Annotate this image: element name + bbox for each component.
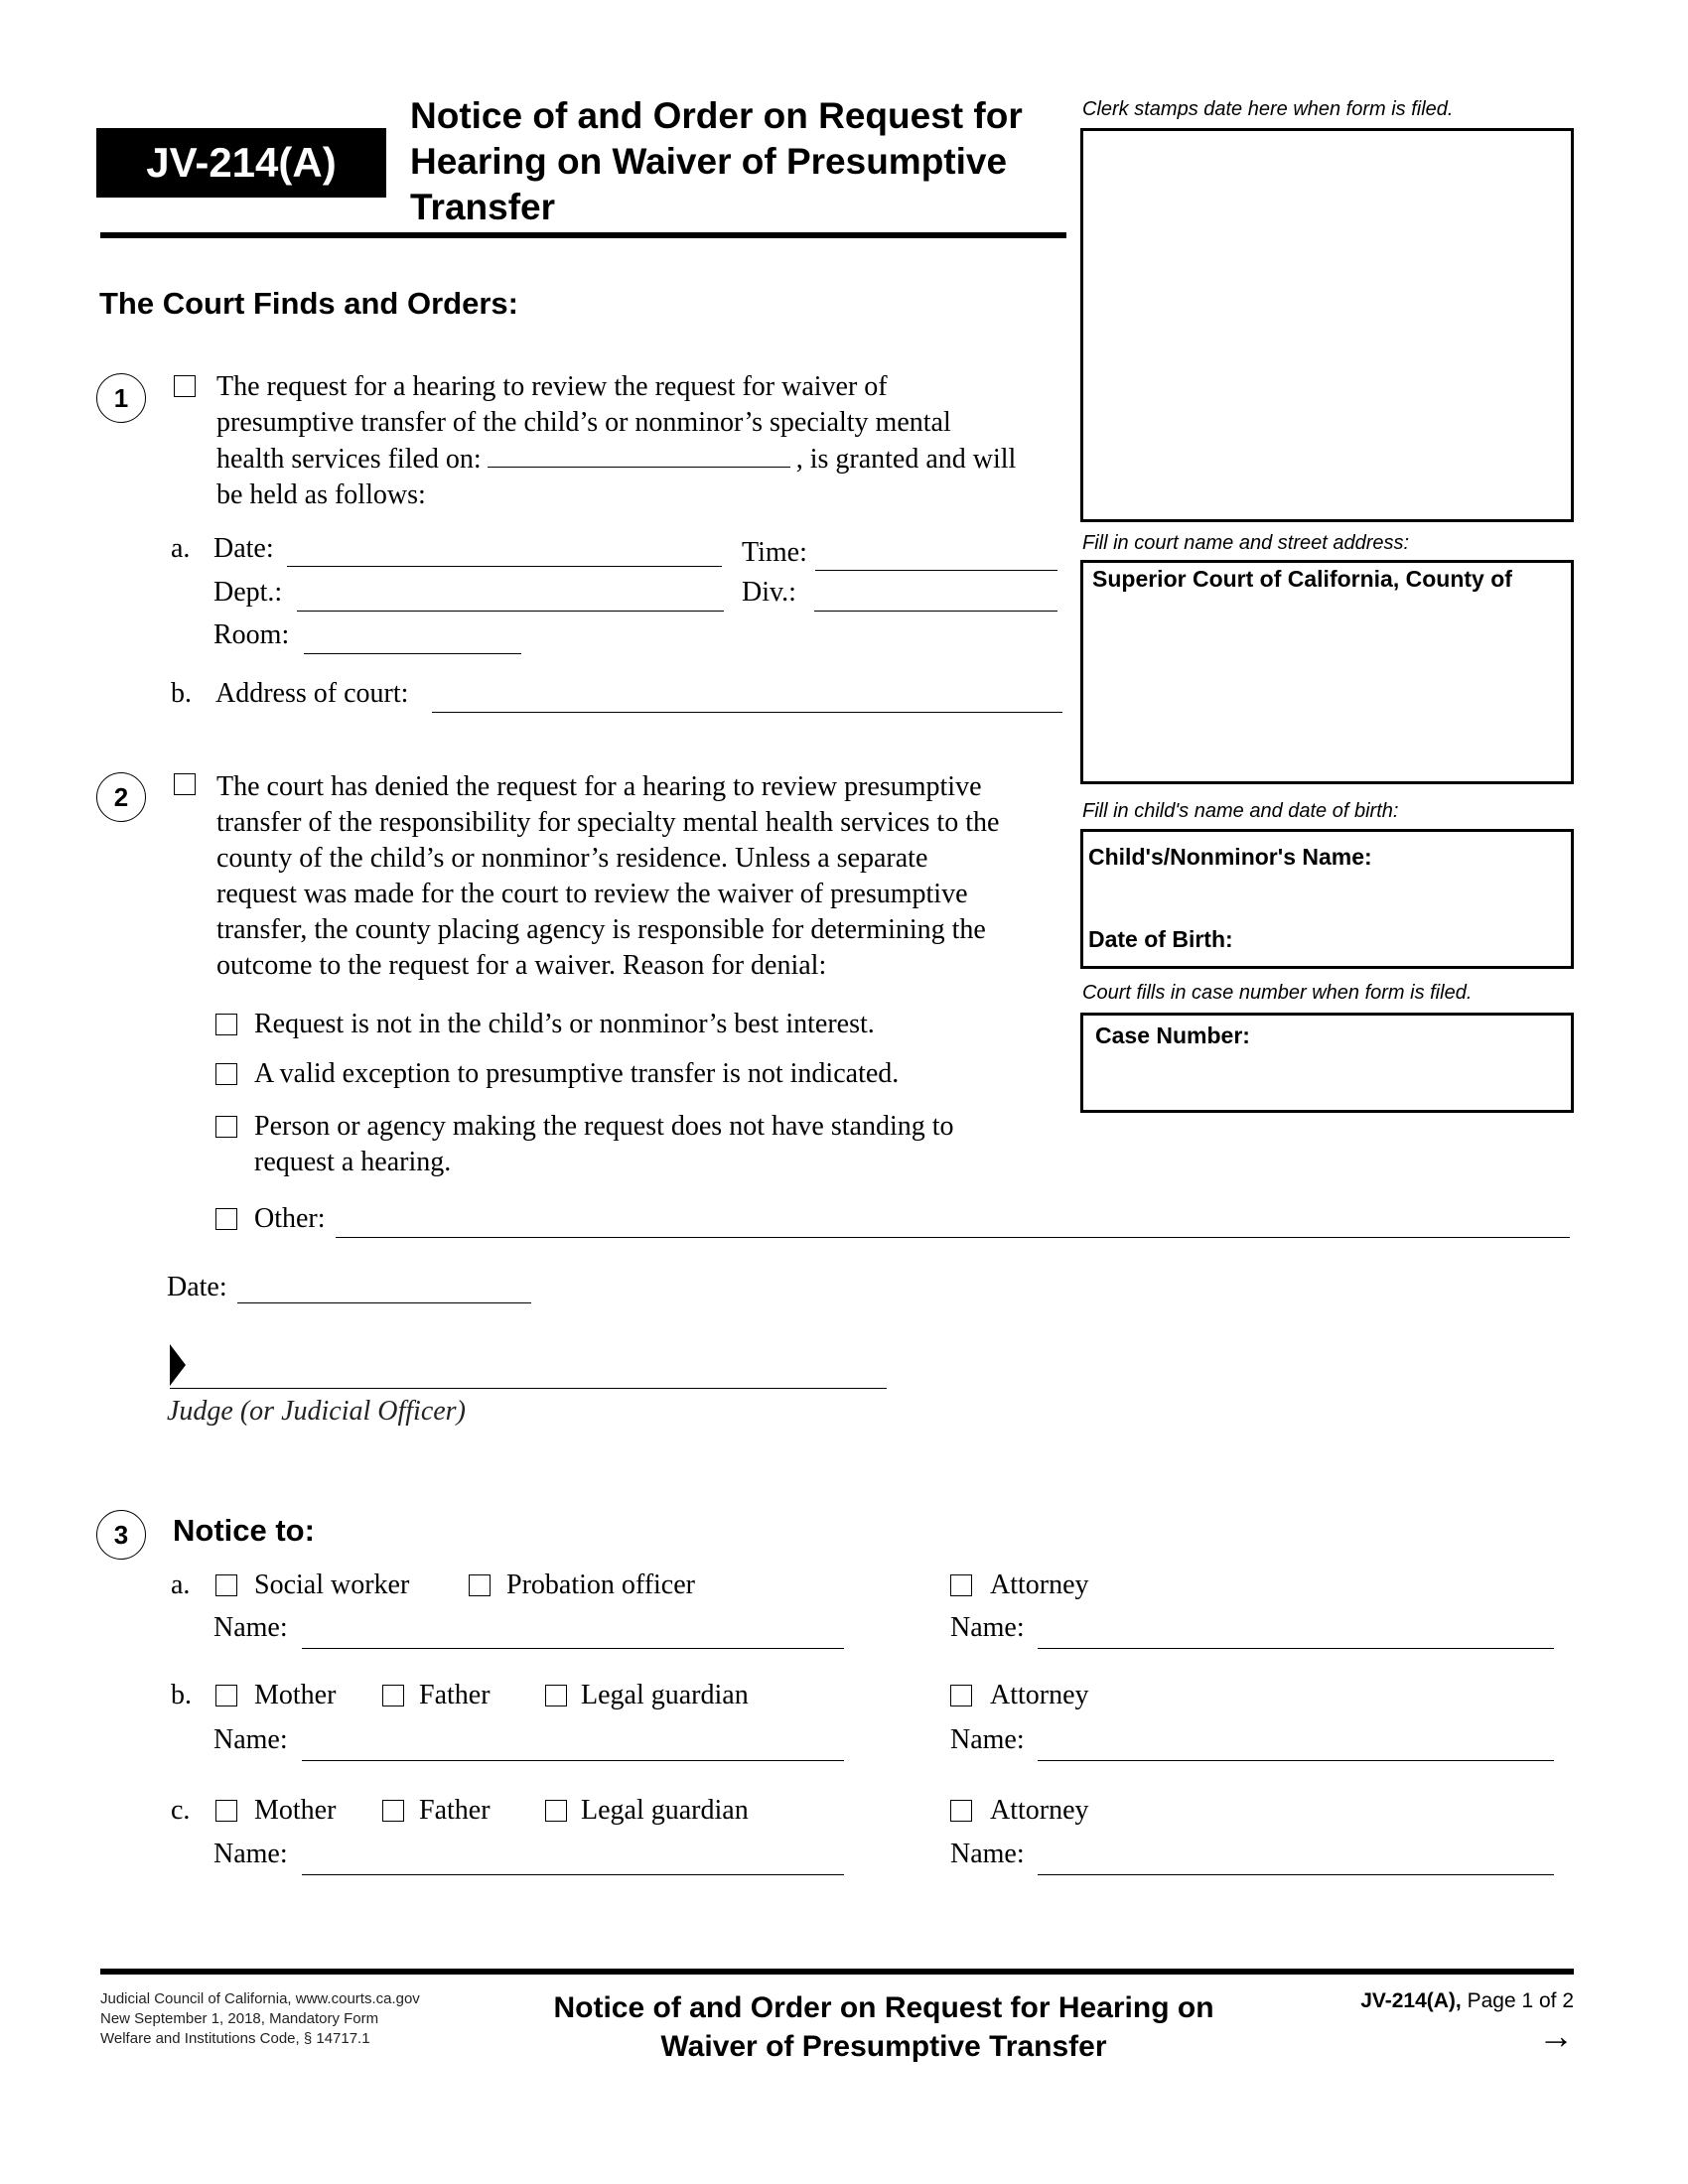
reason-other-label: Other: [254,1203,326,1234]
signature-date-field[interactable] [237,1302,531,1303]
name-c-field[interactable] [302,1874,844,1875]
father-c-checkbox[interactable] [382,1800,404,1822]
dept-label: Dept.: [213,577,283,608]
text-line [216,441,1016,478]
room-field[interactable] [304,653,521,654]
text-line: request a hearing. [254,1147,452,1177]
dept-field[interactable] [297,611,724,612]
attorney-b-label: Attorney [990,1680,1089,1710]
footer-line: Judicial Council of California, www.courts.ca.gov [100,1990,420,2007]
form-title [410,93,1023,230]
father-c-label: Father [419,1795,491,1826]
court-name-label: Fill in court name and street address: [1082,532,1410,554]
reason-other-field[interactable] [336,1237,1570,1238]
case-number-label: Case Number: [1095,1023,1250,1048]
page-indicator [1360,1989,1574,2013]
reason-best-interest-checkbox[interactable] [215,1014,237,1035]
footer-line: New September 1, 2018, Mandatory Form [100,2010,379,2027]
name-label: Name: [950,1839,1025,1869]
item1-checkbox[interactable] [174,375,196,397]
attorney-c-checkbox[interactable] [950,1800,972,1822]
item2-text [216,769,999,984]
footer-rule [100,1969,1574,1975]
header-rule [100,232,1066,238]
name-label: Name: [950,1724,1025,1755]
item-number-2: 2 [96,772,146,822]
footer-form-id: JV-214(A), [1360,1989,1462,2012]
text-line: transfer of the responsibility for specialty mental health services to the [216,807,1000,838]
reason-no-standing-checkbox[interactable] [215,1116,237,1138]
div-field[interactable] [814,611,1057,612]
reason-no-standing-label [254,1109,954,1180]
attorney-a-name-field[interactable] [1038,1648,1554,1649]
form-id: JV-214(A) [146,139,337,186]
item2-checkbox[interactable] [174,773,196,795]
clerk-stamp-label: Clerk stamps date here when form is filed. [1082,98,1454,120]
case-number-note: Court fills in case number when form is filed. [1082,982,1473,1004]
attorney-b-checkbox[interactable] [950,1685,972,1706]
filed-on-label: health services filed on: [216,444,482,475]
notice-to-heading: Notice to: [173,1513,315,1548]
item3-b-letter: b. [171,1680,192,1710]
reason-other-checkbox[interactable] [215,1208,237,1230]
item1-a-letter: a. [171,533,191,564]
page-number: Page 1 of 2 [1467,1989,1574,2012]
name-a-field[interactable] [302,1648,844,1649]
mother-c-label: Mother [254,1795,337,1826]
social-worker-checkbox[interactable] [215,1574,237,1596]
reason-no-exception-label: A valid exception to presumptive transfer is not indicated. [254,1058,900,1089]
child-name-label: Child's/Nonminor's Name: [1088,844,1372,870]
guardian-c-checkbox[interactable] [545,1800,567,1822]
mother-b-label: Mother [254,1680,337,1710]
father-b-checkbox[interactable] [382,1685,404,1706]
dob-label: Date of Birth: [1088,926,1233,952]
probation-officer-label: Probation officer [506,1570,695,1600]
title-line: Notice of and Order on Request for [410,95,1023,136]
probation-officer-checkbox[interactable] [469,1574,491,1596]
attorney-c-name-field[interactable] [1038,1874,1554,1875]
footer-line: Welfare and Institutions Code, § 14717.1 [100,2030,370,2047]
text-line: request was made for the court to review the waiver of presumptive [216,879,968,909]
item3-a-letter: a. [171,1570,191,1600]
text-line: Person or agency making the request does not have standing to [254,1111,954,1142]
section-heading: The Court Finds and Orders: [99,286,518,321]
mother-b-checkbox[interactable] [215,1685,237,1706]
text-line: county of the child’s or nonminor’s residence. Unless a separate [216,843,928,874]
father-b-label: Father [419,1680,491,1710]
guardian-b-checkbox[interactable] [545,1685,567,1706]
date-label: Date: [213,533,274,564]
title-line: Transfer [410,187,556,227]
text-line: transfer, the county placing agency is responsible for determining the [216,914,986,945]
arrow-right-icon[interactable]: → [1538,2015,1574,2056]
title-line: Hearing on Waiver of Presumptive [410,141,1008,182]
address-label: Address of court: [215,678,409,709]
item-number-3: 3 [96,1510,146,1560]
form-id-badge [96,128,386,198]
text-line: presumptive transfer of the child’s or nonminor’s specialty mental [216,407,951,438]
social-worker-label: Social worker [254,1570,410,1600]
text-line: The court has denied the request for a hearing to review presumptive [216,771,982,802]
name-b-field[interactable] [302,1760,844,1761]
footer-title [487,1988,1281,2066]
text-line: outcome to the request for a waiver. Reason for denial: [216,950,827,981]
attorney-a-checkbox[interactable] [950,1574,972,1596]
signature-date-label: Date: [167,1272,227,1302]
attorney-a-label: Attorney [990,1570,1089,1600]
name-label: Name: [213,1612,288,1643]
footer-source [100,1989,420,2049]
text-line: The request for a hearing to review the request for waiver of [216,371,888,402]
div-label: Div.: [742,577,796,608]
reason-no-exception-checkbox[interactable] [215,1063,237,1085]
text-fragment: , is granted and will [795,444,1017,475]
name-label: Name: [950,1612,1025,1643]
signature-arrow-icon [170,1344,186,1386]
item1-text [216,369,1016,513]
attorney-b-name-field[interactable] [1038,1760,1554,1761]
name-label: Name: [213,1839,288,1869]
time-label: Time: [742,537,807,568]
judge-signature-field[interactable] [170,1388,887,1389]
item1-b-letter: b. [171,678,192,709]
hearing-time-field[interactable] [815,570,1057,571]
mother-c-checkbox[interactable] [215,1800,237,1822]
footer-title-line: Waiver of Presumptive Transfer [660,2030,1107,2063]
court-address-field[interactable] [432,712,1062,713]
court-name-field[interactable] [1080,560,1574,784]
child-info-label: Fill in child's name and date of birth: [1082,800,1399,822]
item3-c-letter: c. [171,1795,191,1826]
judge-label: Judge (or Judicial Officer) [167,1396,466,1427]
guardian-b-label: Legal guardian [581,1680,749,1710]
footer-title-line: Notice of and Order on Request for Hearing on [553,1991,1214,2024]
attorney-c-label: Attorney [990,1795,1089,1826]
guardian-c-label: Legal guardian [581,1795,749,1826]
court-name-text: Superior Court of California, County of [1092,566,1512,592]
filed-on-field[interactable] [488,441,790,468]
item-number-1: 1 [96,373,146,423]
name-label: Name: [213,1724,288,1755]
hearing-date-field[interactable] [287,566,722,567]
text-line: be held as follows: [216,479,426,510]
reason-best-interest-label: Request is not in the child’s or nonminor’s best interest. [254,1009,875,1039]
room-label: Room: [213,619,290,650]
clerk-stamp-box [1080,128,1574,522]
